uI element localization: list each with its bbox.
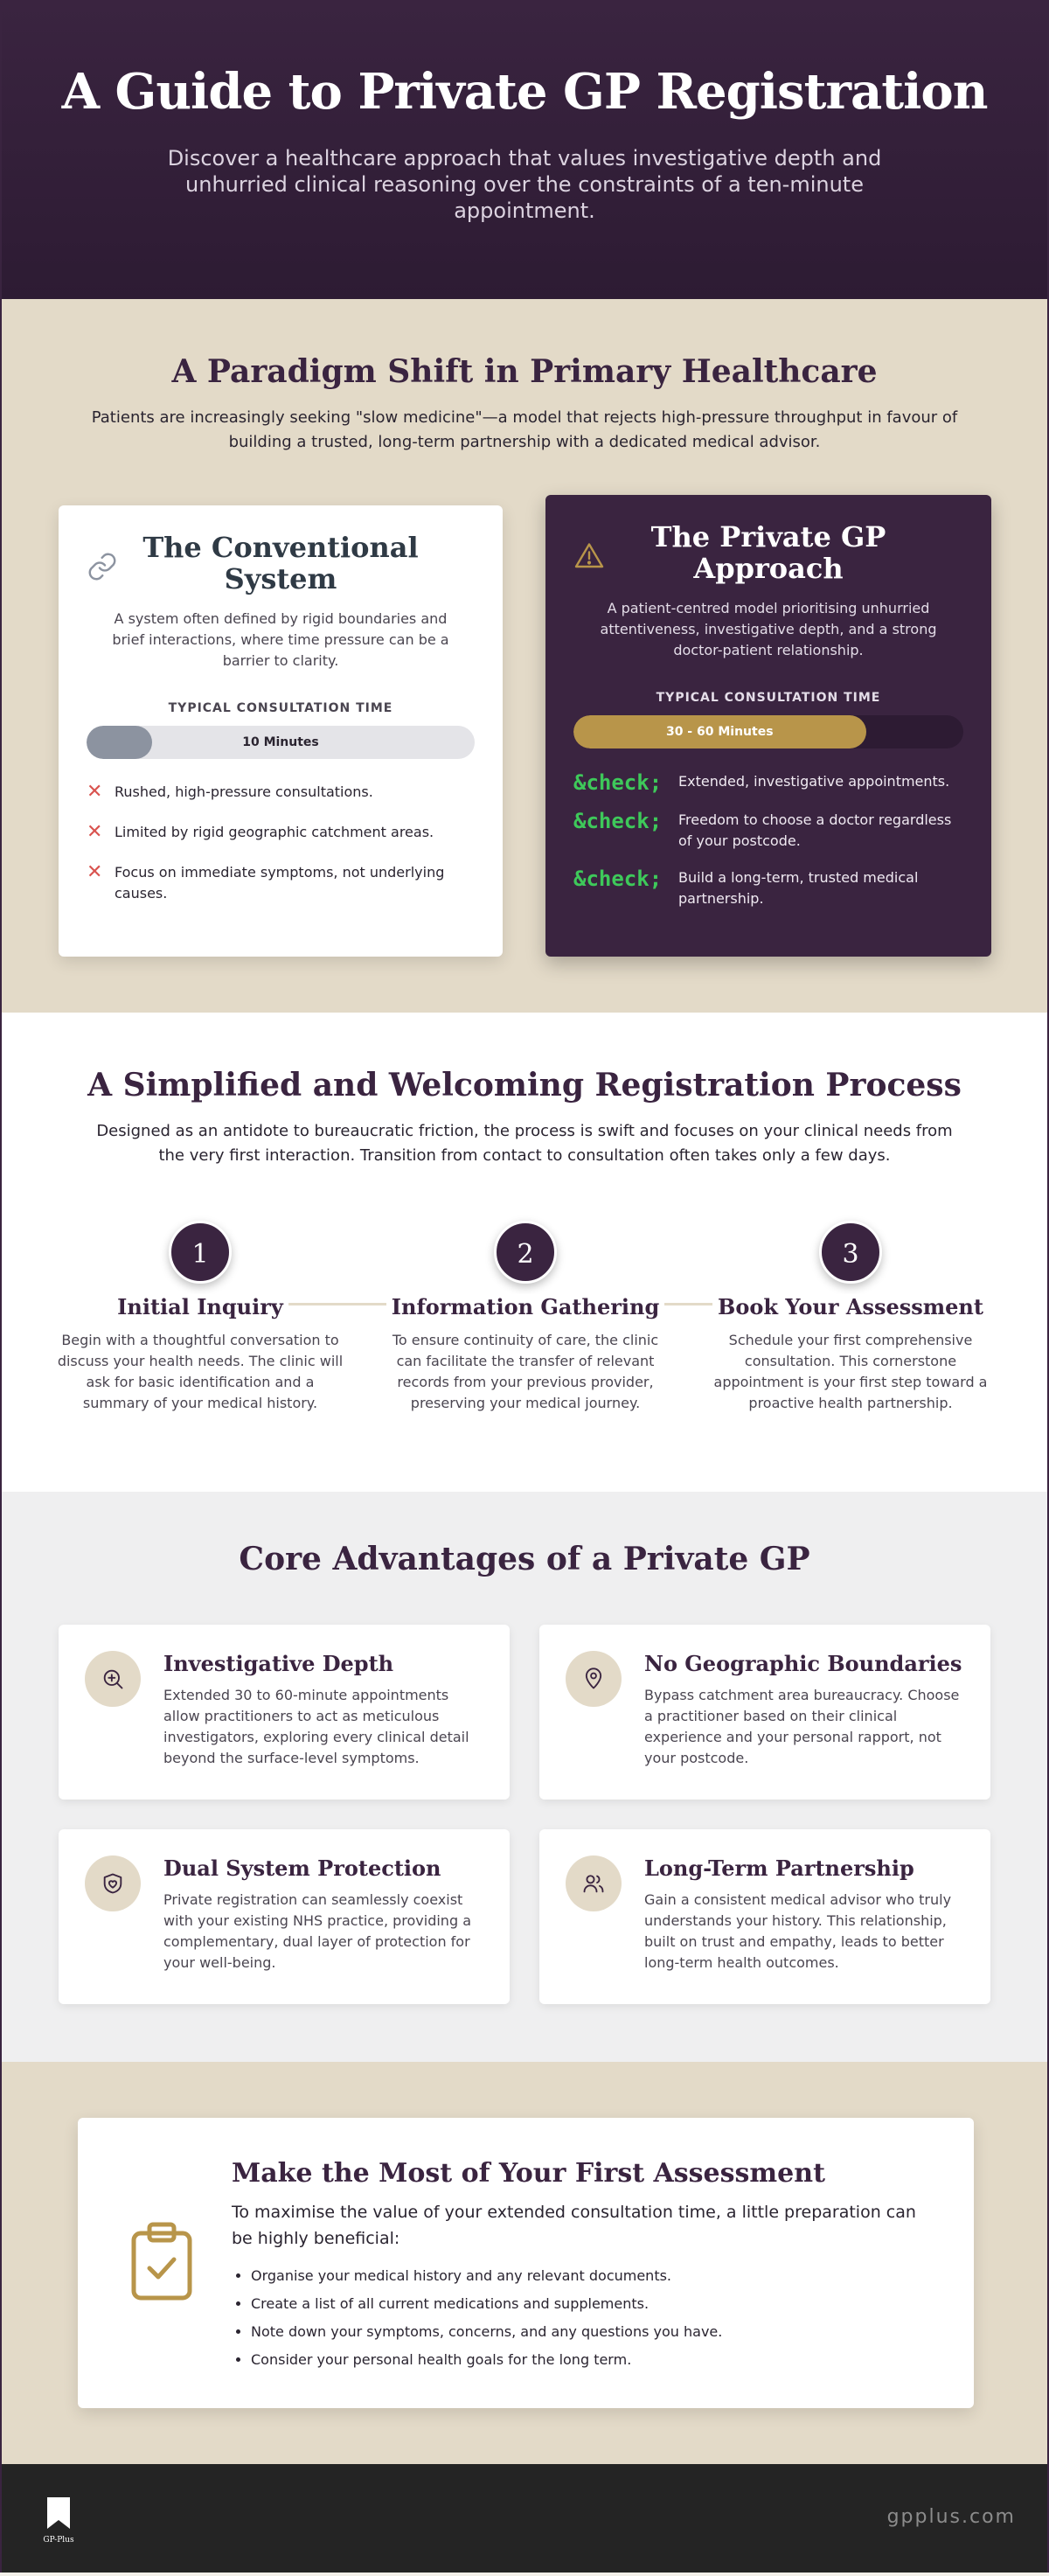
process-steps <box>2 1221 1047 1466</box>
hero-banner <box>2 0 1047 299</box>
process-subtitle: Designed as an antidote to bureaucratic friction, the process is swift and focuses on your clinical needs from the very first interaction. Transition from contact to consultation often takes only a few days. <box>96 1122 953 1165</box>
preparation-intro: To maximise the value of your extended consultation time, a little preparation can be highly beneficial: <box>232 2203 916 2248</box>
preparation-card <box>78 2118 974 2408</box>
conventional-time-label: TYPICAL CONSULTATION TIME <box>168 701 393 715</box>
private-time-label: TYPICAL CONSULTATION TIME <box>656 691 881 705</box>
advantage-card-dual <box>59 1829 510 2004</box>
warning-triangle-icon <box>573 540 605 572</box>
advantage-text: Gain a consistent medical advisor who truly understands your history. This relationship, built on trust and empathy, leads to better long-term health outcomes. <box>644 1891 952 1971</box>
step-title: Initial Inquiry <box>112 1294 288 1319</box>
list-item: ✕ Focus on immediate symptoms, not underlying causes. <box>87 861 445 902</box>
preparation-title: Make the Most of Your First Assessment <box>232 2158 825 2189</box>
preparation-list <box>232 2262 931 2374</box>
preparation-section <box>2 2062 1047 2464</box>
list-item: ✕ Limited by rigid geographic catchment areas. <box>87 821 434 843</box>
check-text: &check; <box>573 809 663 833</box>
advantage-text: Extended 30 to 60-minute appointments allow practitioners to act as meticulous investigators, exploring every clinical detail beyond the surface-level symptoms. <box>163 1687 469 1766</box>
conventional-time-bar <box>87 726 475 759</box>
shield-heart-icon <box>85 1855 141 1911</box>
advantage-card-investigative <box>59 1625 510 1800</box>
step-3 <box>706 1221 995 1414</box>
bookmark-icon <box>45 2517 72 2534</box>
list-item: &check; Build a long-term, trusted medical partnership. <box>573 867 919 907</box>
list-item: • Organise your medical history and any relevant documents. <box>251 2262 931 2290</box>
step-text: Begin with a thoughtful conversation to discuss your health needs. The clinic will ask for basic identification and a summary of your medical history. <box>57 1332 344 1411</box>
step-number: 3 <box>819 1221 882 1284</box>
x-mark-icon: ✕ <box>87 821 103 843</box>
private-description: A patient-centred model prioritising unhurried attentiveness, investigative depth, and a strong doctor-patient relationship. <box>600 600 937 658</box>
clipboard-check-icon <box>127 2221 197 2301</box>
private-time-value: 30 - 60 Minutes <box>665 725 774 739</box>
list-item: ✕ Rushed, high-pressure consultations. <box>87 781 373 803</box>
page-title: A Guide to Private GP Registration <box>61 63 988 121</box>
step-number: 2 <box>494 1221 557 1284</box>
conventional-system-card <box>59 505 503 957</box>
step-2 <box>381 1221 670 1414</box>
footer-logo[interactable] <box>38 2496 79 2548</box>
list-item: &check; Freedom to choose a doctor regardless of your postcode. <box>573 809 952 849</box>
process-title: A Simplified and Welcoming Registration Process <box>87 1067 962 1104</box>
users-icon <box>566 1855 622 1911</box>
x-mark-icon: ✕ <box>87 861 103 883</box>
list-item: • Consider your personal health goals for the long term. <box>251 2346 931 2374</box>
advantage-title: Investigative Depth <box>163 1651 394 1676</box>
paradigm-subtitle: Patients are increasingly seeking "slow medicine"—a model that rejects high-pressure throughput in favour of building a trusted, long-term partnership with a dedicated medical advisor. <box>91 408 958 451</box>
footer <box>2 2464 1047 2573</box>
conventional-time-value: 10 Minutes <box>242 735 319 749</box>
footer-url-link[interactable]: gpplus.com <box>886 2506 1016 2528</box>
private-title: The Private GP Approach <box>650 520 886 585</box>
advantages-title: Core Advantages of a Private GP <box>239 1541 810 1577</box>
magnify-plus-icon <box>85 1651 141 1707</box>
paradigm-title: A Paradigm Shift in Primary Healthcare <box>171 353 878 390</box>
private-time-bar <box>573 715 963 748</box>
conventional-points <box>87 782 475 904</box>
step-title: Information Gathering <box>386 1294 664 1319</box>
advantages-section <box>2 1492 1047 2062</box>
advantage-text: Private registration can seamlessly coexist with your existing NHS practice, providing a complementary, dual layer of protection for your well-being. <box>163 1891 471 1971</box>
process-section <box>2 1013 1047 1492</box>
conventional-description: A system often defined by rigid boundaries and brief interactions, where time pressure can be a barrier to clarity. <box>112 610 449 669</box>
advantage-text: Bypass catchment area bureaucracy. Choose a practitioner based on their clinical experience and your personal rapport, not your postcode. <box>644 1687 960 1766</box>
map-pin-icon <box>566 1651 622 1707</box>
step-title: Book Your Assessment <box>712 1294 989 1319</box>
logo-text: GP-Plus <box>43 2536 74 2545</box>
private-gp-card <box>545 495 991 957</box>
advantage-card-geographic <box>539 1625 990 1800</box>
hero-subtitle: Discover a healthcare approach that values investigative depth and unhurried clinical reasoning over the constraints of a ten-minute appointment. <box>167 146 882 223</box>
conventional-title: The Conventional System <box>142 531 419 595</box>
step-text: Schedule your first comprehensive consultation. This cornerstone appointment is your first step toward a proactive health partnership. <box>713 1332 988 1411</box>
check-text: &check; <box>573 867 663 891</box>
advantage-card-partnership <box>539 1829 990 2004</box>
advantage-title: Dual System Protection <box>163 1855 441 1881</box>
list-item: • Create a list of all current medications and supplements. <box>251 2290 931 2318</box>
advantage-title: No Geographic Boundaries <box>644 1651 962 1676</box>
advantage-title: Long-Term Partnership <box>644 1855 914 1881</box>
check-text: &check; <box>573 770 663 795</box>
step-1 <box>56 1221 344 1414</box>
step-number: 1 <box>169 1221 232 1284</box>
list-item: &check; Extended, investigative appointments. <box>573 770 950 795</box>
x-mark-icon: ✕ <box>87 781 103 803</box>
list-item: • Note down your symptoms, concerns, and any questions you have. <box>251 2318 931 2346</box>
chain-link-icon <box>87 551 118 582</box>
step-text: To ensure continuity of care, the clinic can facilitate the transfer of relevant records from your previous provider, preserving your medical journey. <box>392 1332 659 1411</box>
private-points <box>573 771 963 909</box>
